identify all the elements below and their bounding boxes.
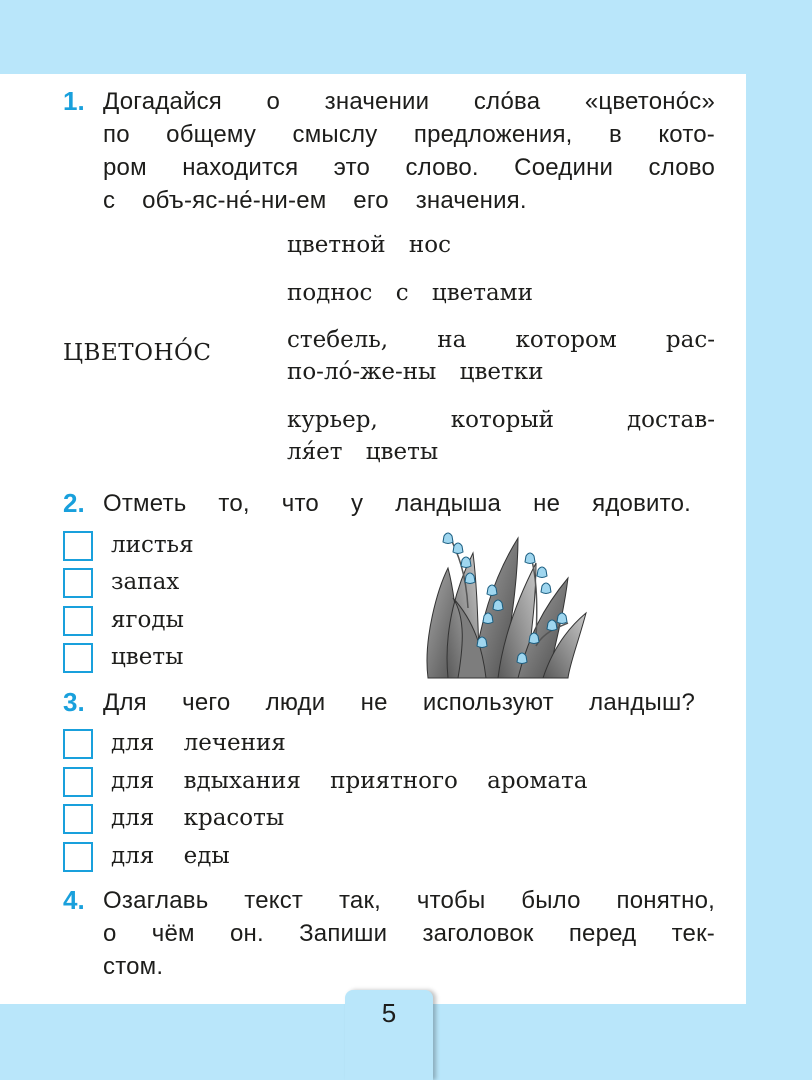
label-leaves: листья: [111, 532, 194, 558]
checkbox-aroma[interactable]: [63, 767, 93, 797]
task-1-line-3: ром находится это слово. Соедини слово: [103, 154, 715, 181]
task-1-line-1: Догадайся о значении сло́ва «цветоно́с»: [103, 88, 715, 115]
task-4-line-2: о чём он. Запиши заголовок перед тек-: [103, 920, 715, 947]
page-number: 5: [381, 998, 397, 1028]
option-courier-line-2[interactable]: ля́ет цветы: [287, 439, 439, 465]
page-number-tab: [345, 990, 433, 1080]
option-colored-nose[interactable]: цветной нос: [287, 232, 451, 258]
label-treatment: для лечения: [111, 730, 286, 756]
label-berries: ягоды: [111, 607, 184, 633]
option-stem-line-2[interactable]: по-ло́-же-ны цветки: [287, 359, 544, 385]
label-beauty: для красоты: [111, 805, 285, 831]
label-flowers: цветы: [111, 644, 184, 670]
task-2-question: Отметь то, что у ландыша не ядовито.: [103, 490, 691, 517]
checkbox-leaves[interactable]: [63, 531, 93, 561]
task-1-line-4: с объ-яс-не́-ни-ем его значения.: [103, 187, 527, 214]
label-smell: запах: [111, 569, 180, 595]
checkbox-berries[interactable]: [63, 606, 93, 636]
task-3-number: 3.: [63, 687, 85, 717]
lily-of-the-valley-illustration: [418, 528, 588, 680]
checkbox-flowers[interactable]: [63, 643, 93, 673]
target-word: ЦВЕТОНО́С: [63, 340, 212, 366]
task-1-number: 1.: [63, 86, 85, 116]
task-3-question: Для чего люди не используют ландыш?: [103, 689, 695, 716]
task-1-line-2: по общему смыслу предложения, в кото-: [103, 121, 715, 148]
task-4-line-1: Озаглавь текст так, чтобы было понятно,: [103, 887, 715, 914]
task-4-number: 4.: [63, 885, 85, 915]
option-stem-line-1[interactable]: стебель, на котором рас-: [287, 327, 715, 353]
label-aroma: для вдыхания приятного аромата: [111, 768, 588, 794]
checkbox-food[interactable]: [63, 842, 93, 872]
task-4-line-3: стом.: [103, 953, 164, 980]
task-2-number: 2.: [63, 488, 85, 518]
label-food: для еды: [111, 843, 230, 869]
checkbox-smell[interactable]: [63, 568, 93, 598]
checkbox-beauty[interactable]: [63, 804, 93, 834]
checkbox-treatment[interactable]: [63, 729, 93, 759]
option-courier-line-1[interactable]: курьер, который достав-: [287, 407, 715, 433]
option-tray-with-flowers[interactable]: поднос с цветами: [287, 280, 533, 306]
